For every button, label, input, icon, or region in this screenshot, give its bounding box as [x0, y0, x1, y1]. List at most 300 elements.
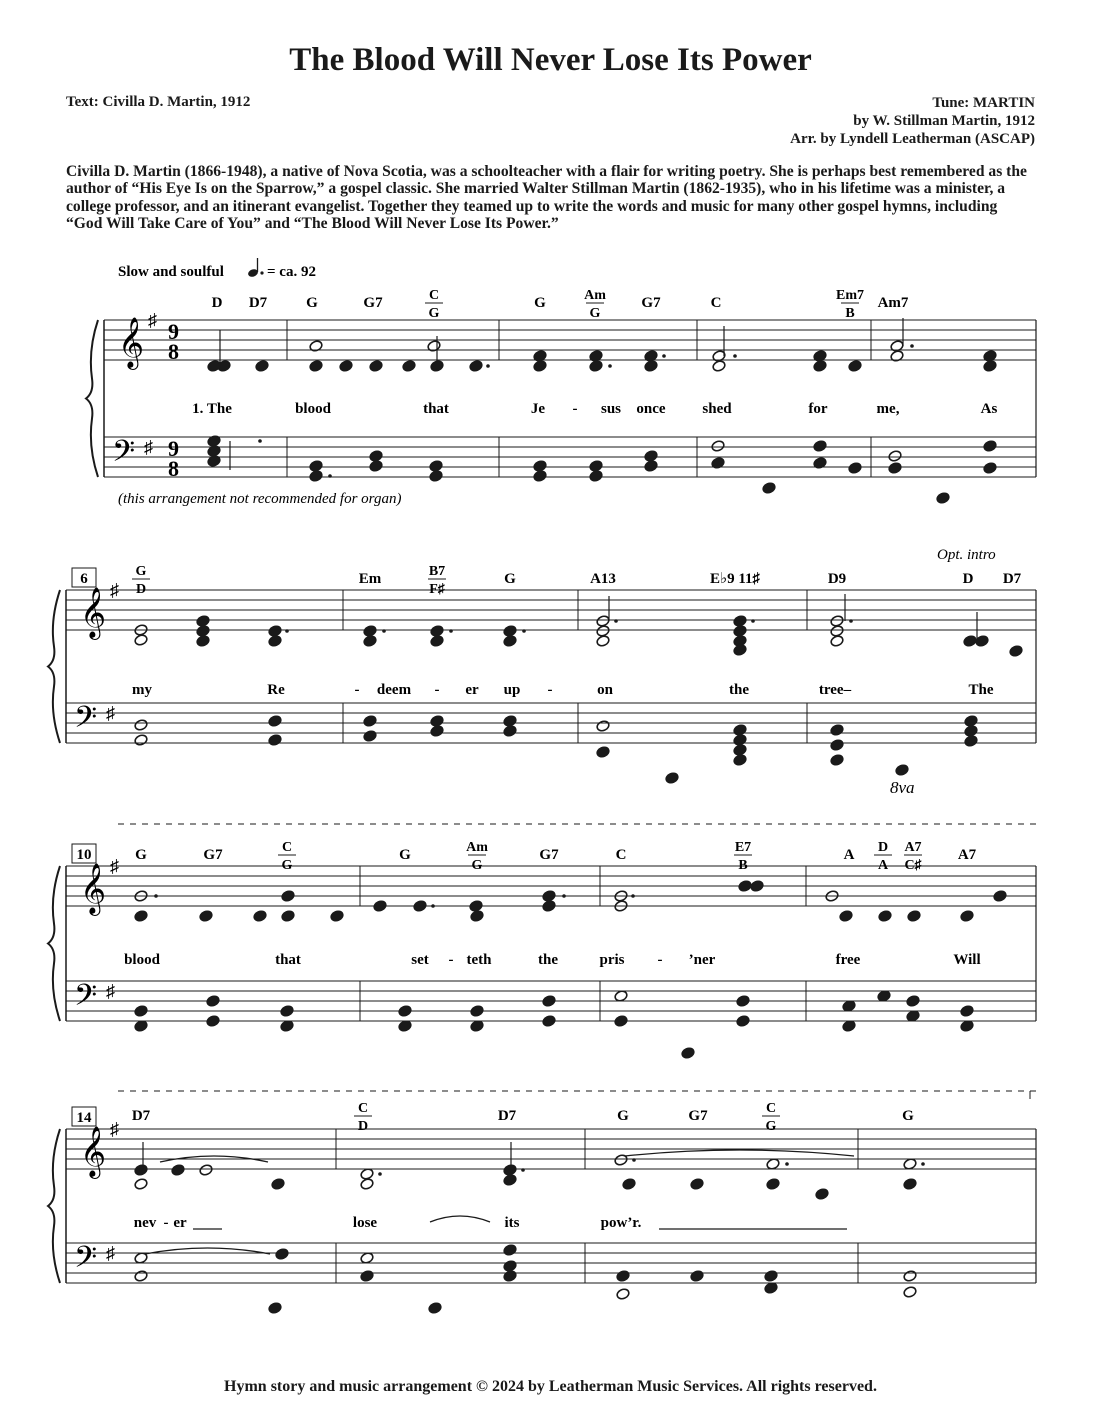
chord-symbol	[902, 1108, 914, 1124]
chord-bass: G	[281, 858, 293, 873]
notehead	[596, 720, 610, 733]
lyric-syllable: its	[504, 1215, 520, 1231]
notehead	[813, 360, 827, 373]
notehead	[964, 725, 978, 738]
notehead	[503, 725, 517, 738]
brace	[48, 1129, 60, 1283]
notehead	[309, 460, 323, 473]
dot	[631, 894, 635, 898]
chord-symbol	[504, 571, 516, 587]
time-signature-top: 9	[168, 319, 179, 344]
treble-clef-icon: 𝄞	[80, 864, 107, 913]
chord-symbol	[590, 571, 616, 587]
notehead	[589, 360, 603, 373]
lyric-syllable: -	[354, 682, 360, 698]
lyric-syllable: sus	[600, 401, 622, 417]
notehead	[330, 910, 344, 923]
notehead	[766, 1178, 780, 1191]
lyric-syllable: the	[538, 952, 558, 968]
chord-symbol	[466, 840, 488, 873]
lyric-syllable: Je	[530, 401, 546, 417]
chord-label: C	[615, 847, 627, 863]
chord-label: G	[135, 847, 147, 863]
notehead	[711, 440, 725, 453]
notehead	[848, 360, 862, 373]
notehead	[428, 1302, 442, 1315]
lyric-syllable: blood	[295, 401, 331, 417]
lyric-syllable: Will	[953, 952, 981, 968]
dot	[662, 354, 666, 358]
lyric-syllable: that	[275, 952, 301, 968]
notehead	[369, 360, 383, 373]
notehead	[888, 450, 902, 463]
chord-symbol	[132, 1108, 151, 1124]
lyric-syllable: once	[636, 401, 666, 417]
chord-symbol	[132, 564, 150, 597]
notehead	[280, 1020, 294, 1033]
notehead	[470, 910, 484, 923]
chord-bass: D	[357, 1119, 369, 1134]
chord-numerator: Em7	[836, 288, 864, 303]
hymn-story: Civilla D. Martin (1866-1948), a native of Nova Scotia, was a schoolteacher with a flair for writing poetry. She is perhaps best remembered as the author of “His Eye Is on the Sparrow,” a gospel classic. She married Walter Stillman Martin (1862-1935), who in his lifetime was a minister, a college professor, and an itinerant evangelist. Together they teamed up to write the words and music for many other gospel hymns, including “God Will Take Care of You” and “The Blood Will Never Lose Its Power.”	[66, 163, 1027, 232]
notehead	[616, 1288, 630, 1301]
notehead	[255, 360, 269, 373]
chord-label: G	[306, 295, 318, 311]
lyric-syllable: -	[547, 682, 553, 698]
lyric-syllable: pris	[599, 952, 625, 968]
chord-symbol	[399, 847, 411, 863]
lyric-syllable: The	[968, 682, 994, 698]
notehead	[733, 615, 747, 628]
notehead	[830, 754, 844, 767]
chord-numerator: D	[877, 840, 889, 855]
treble-clef-icon: 𝄞	[118, 318, 145, 367]
notehead	[503, 1164, 517, 1177]
chord-symbol	[828, 571, 846, 587]
dot	[849, 619, 853, 623]
notehead	[429, 470, 443, 483]
tempo-value: = ca. 92	[267, 264, 316, 280]
lyric-syllable: -	[448, 952, 454, 968]
dot	[632, 1158, 636, 1162]
notehead	[750, 880, 764, 893]
notehead	[815, 1188, 829, 1201]
notehead	[134, 634, 148, 647]
notehead	[503, 625, 517, 638]
chord-symbol	[874, 840, 892, 873]
chord-label: G	[504, 571, 516, 587]
lyric-syllable: me,	[876, 401, 900, 417]
notehead	[309, 470, 323, 483]
bass-clef-icon: 𝄢	[74, 979, 98, 1019]
notehead	[839, 910, 853, 923]
tempo-note-icon	[247, 258, 264, 278]
chord-label: D7	[1002, 571, 1022, 587]
notehead	[877, 990, 891, 1003]
organ-note: (this arrangement not recommended for organ)	[118, 491, 402, 507]
chord-symbol	[844, 847, 855, 863]
notehead	[430, 725, 444, 738]
chord-symbol	[904, 840, 923, 873]
notehead	[733, 754, 747, 767]
notehead	[503, 635, 517, 648]
notehead	[665, 772, 679, 785]
chord-bass: C♯	[904, 858, 922, 873]
notehead	[533, 470, 547, 483]
time-signature-top: 9	[168, 436, 179, 461]
notehead	[733, 644, 747, 657]
lyric-syllable: er	[173, 1215, 187, 1231]
lyric-syllable: -	[572, 401, 578, 417]
chord-label: G7	[539, 847, 559, 863]
key-signature-sharp: ♯	[106, 703, 115, 723]
measure-number: 10	[76, 847, 92, 863]
notehead	[268, 635, 282, 648]
chord-label: G	[399, 847, 411, 863]
notehead	[206, 995, 220, 1008]
notehead	[589, 470, 603, 483]
notehead	[503, 1260, 517, 1273]
notehead	[469, 360, 483, 373]
notehead	[430, 635, 444, 648]
lyric-syllable: shed	[702, 401, 732, 417]
ottava-mark: 8va	[890, 778, 915, 797]
chord-symbol	[584, 288, 606, 321]
chord-symbol	[963, 571, 974, 587]
notehead	[373, 900, 387, 913]
chord-symbol	[212, 295, 223, 311]
notehead	[690, 1178, 704, 1191]
notehead	[134, 1164, 148, 1177]
lyric-syllable: Re	[267, 682, 285, 698]
notehead	[413, 900, 427, 913]
notehead	[963, 635, 977, 648]
notehead	[733, 724, 747, 737]
notehead	[134, 910, 148, 923]
chord-label: Am7	[877, 295, 909, 311]
notehead	[614, 990, 628, 1003]
notehead	[960, 1020, 974, 1033]
notehead	[196, 635, 210, 648]
notehead	[764, 1282, 778, 1295]
chord-label: G	[617, 1108, 629, 1124]
dot	[521, 1168, 525, 1172]
measure-number: 14	[76, 1110, 92, 1126]
notehead	[196, 625, 210, 638]
notehead	[369, 450, 383, 463]
chord-label: D7	[131, 1108, 151, 1124]
notehead	[830, 739, 844, 752]
lyric-syllable: -	[657, 952, 663, 968]
dot	[285, 629, 289, 633]
key-signature-sharp: ♯	[110, 1119, 119, 1139]
notehead	[903, 1158, 917, 1171]
chord-symbol	[958, 847, 977, 863]
lyric-syllable: on	[597, 682, 613, 698]
chord-symbol	[539, 847, 559, 863]
chord-symbol	[641, 295, 661, 311]
chord-bass: D	[135, 582, 147, 597]
notehead	[134, 734, 148, 747]
notehead	[960, 910, 974, 923]
lyric-syllable: that	[423, 401, 449, 417]
time-signature-bottom: 8	[168, 456, 179, 481]
dot	[751, 619, 755, 623]
dot	[614, 619, 618, 623]
notehead	[542, 900, 556, 913]
chord-label: D	[211, 295, 223, 311]
chord-label: G7	[641, 295, 661, 311]
chord-symbol	[616, 847, 627, 863]
notehead	[596, 746, 610, 759]
notehead	[533, 360, 547, 373]
chord-symbol	[836, 288, 864, 321]
notehead	[542, 890, 556, 903]
dot	[378, 1172, 382, 1176]
notehead	[733, 734, 747, 747]
tie	[430, 1216, 490, 1222]
notehead	[644, 460, 658, 473]
key-signature-sharp: ♯	[110, 856, 119, 876]
notehead	[644, 360, 658, 373]
dot	[562, 894, 566, 898]
key-signature-sharp: ♯	[144, 437, 153, 457]
notehead	[936, 492, 950, 505]
chord-label: G7	[203, 847, 223, 863]
chord-label: C	[710, 295, 722, 311]
notehead	[271, 1178, 285, 1191]
dot	[608, 364, 612, 368]
lyric-syllable: lose	[352, 1215, 378, 1231]
chord-symbol	[278, 840, 296, 873]
chord-numerator: E7	[734, 840, 752, 855]
notehead	[964, 735, 978, 748]
chord-bass: A	[877, 858, 889, 873]
notehead	[275, 1248, 289, 1261]
chord-bass: F♯	[429, 582, 445, 597]
notehead	[733, 744, 747, 757]
notehead	[690, 1270, 704, 1283]
notehead	[281, 910, 295, 923]
notehead	[738, 880, 752, 893]
notehead	[199, 1164, 213, 1177]
page-title: The Blood Will Never Lose Its Power	[289, 42, 812, 78]
notehead	[470, 1005, 484, 1018]
brace	[48, 866, 60, 1021]
chord-symbol	[710, 571, 761, 587]
measure-number: 6	[80, 571, 88, 587]
lyric-syllable: -	[163, 1215, 169, 1231]
chord-bass: G	[428, 306, 440, 321]
notehead	[533, 460, 547, 473]
notehead	[268, 715, 282, 728]
notehead	[134, 1270, 148, 1283]
notehead	[134, 1005, 148, 1018]
notehead	[903, 1178, 917, 1191]
time-signature-bottom: 8	[168, 339, 179, 364]
lyric-syllable: pow’r.	[600, 1215, 642, 1231]
copyright: Hymn story and music arrangement © 2024 by Leatherman Music Services. All rights reserved.	[224, 1378, 877, 1395]
chord-symbol	[135, 847, 147, 863]
treble-clef-icon: 𝄞	[80, 588, 107, 637]
lyric-syllable: 1. The	[192, 401, 232, 417]
notehead	[360, 1252, 374, 1265]
opt-intro-label: Opt. intro	[937, 547, 996, 563]
notehead	[907, 910, 921, 923]
notehead	[469, 900, 483, 913]
notehead	[888, 462, 902, 475]
notehead	[217, 360, 231, 373]
notehead	[369, 460, 383, 473]
tie	[625, 1150, 854, 1156]
notehead	[398, 1005, 412, 1018]
chord-symbol	[425, 288, 443, 321]
chord-symbol	[534, 295, 546, 311]
chord-bass: G	[765, 1119, 777, 1134]
dot	[258, 439, 262, 443]
key-signature-sharp: ♯	[110, 580, 119, 600]
chord-label: A	[843, 847, 855, 863]
lyric-syllable: my	[132, 682, 152, 698]
dot	[382, 629, 386, 633]
treble-clef-icon: 𝄞	[80, 1127, 107, 1176]
brace	[48, 590, 60, 743]
notehead	[268, 1302, 282, 1315]
chord-label: G	[902, 1108, 914, 1124]
notehead	[622, 1178, 636, 1191]
notehead	[430, 625, 444, 638]
chord-symbol	[688, 1108, 708, 1124]
notehead	[363, 715, 377, 728]
chord-numerator: Am	[584, 288, 606, 303]
chord-symbol	[363, 295, 383, 311]
notehead	[542, 1015, 556, 1028]
notehead	[363, 730, 377, 743]
chord-label: A7	[957, 847, 977, 863]
key-signature-sharp: ♯	[106, 1243, 115, 1263]
chord-bass: G	[589, 306, 601, 321]
chord-numerator: A7	[904, 840, 922, 855]
notehead	[813, 440, 827, 453]
chord-numerator: Am	[466, 840, 488, 855]
key-signature-sharp: ♯	[106, 981, 115, 1001]
notehead	[360, 1178, 374, 1191]
lyric-syllable: -	[434, 682, 440, 698]
tune-line: by W. Stillman Martin, 1912	[853, 113, 1035, 129]
notehead	[830, 615, 844, 628]
lyric-syllable: blood	[124, 952, 160, 968]
lyric-syllable: ’ner	[688, 952, 716, 968]
dot	[733, 354, 737, 358]
lyric-syllable: deem	[376, 682, 412, 698]
notehead	[903, 1286, 917, 1299]
notehead	[616, 1270, 630, 1283]
notehead	[906, 995, 920, 1008]
notehead	[764, 1270, 778, 1283]
chord-symbol	[878, 295, 909, 311]
notehead	[681, 1047, 695, 1060]
notehead	[830, 625, 844, 638]
lyric-syllable: set	[411, 952, 429, 968]
dot	[921, 1162, 925, 1166]
notehead	[280, 1005, 294, 1018]
notehead	[360, 1270, 374, 1283]
lyric-syllable: tree–	[818, 682, 852, 698]
dot	[431, 904, 435, 908]
notehead	[360, 1168, 374, 1181]
chord-label: A13	[590, 571, 616, 587]
notehead	[983, 360, 997, 373]
notehead	[596, 615, 610, 628]
dot	[486, 364, 490, 368]
notehead	[134, 1178, 148, 1191]
notehead	[964, 715, 978, 728]
notehead	[589, 460, 603, 473]
notehead	[993, 890, 1007, 903]
brace	[86, 320, 98, 477]
chord-label: D	[962, 571, 974, 587]
chord-numerator: B7	[428, 564, 446, 579]
notehead	[398, 1020, 412, 1033]
notehead	[762, 482, 776, 495]
lyric-syllable: er	[465, 682, 479, 698]
chord-label: D7	[248, 295, 268, 311]
notehead	[733, 625, 747, 638]
chord-symbol	[306, 295, 318, 311]
lyric-syllable: up	[503, 682, 521, 698]
lyric-syllable: As	[980, 401, 998, 417]
notehead	[503, 1244, 517, 1257]
notehead	[983, 440, 997, 453]
dot	[785, 1162, 789, 1166]
notehead	[363, 635, 377, 648]
dot	[154, 894, 158, 898]
chord-symbol	[711, 295, 722, 311]
chord-bass: G	[471, 858, 483, 873]
bass-clef-icon: 𝄢	[74, 1241, 98, 1281]
notehead	[842, 1020, 856, 1033]
lyric-syllable: teth	[466, 952, 492, 968]
chord-symbol	[734, 840, 752, 873]
notehead	[895, 764, 909, 777]
lyric-syllable: for	[808, 401, 828, 417]
bass-clef-icon: 𝄢	[112, 435, 136, 475]
notehead	[878, 910, 892, 923]
dot	[449, 629, 453, 633]
chord-symbol	[617, 1108, 629, 1124]
notehead	[309, 360, 323, 373]
notehead	[199, 910, 213, 923]
notehead	[903, 1270, 917, 1283]
chord-label: G	[534, 295, 546, 311]
notehead	[281, 890, 295, 903]
notehead	[596, 635, 610, 648]
tune-line: Tune: MARTIN	[932, 95, 1035, 111]
chord-symbol	[428, 564, 446, 597]
notehead	[712, 360, 726, 373]
chord-symbol	[203, 847, 223, 863]
chord-bass: B	[738, 858, 748, 873]
key-signature-sharp: ♯	[148, 310, 157, 330]
chord-label: G7	[363, 295, 383, 311]
notehead	[268, 625, 282, 638]
notehead	[503, 1270, 517, 1283]
notehead	[736, 995, 750, 1008]
chord-numerator: G	[135, 564, 147, 579]
notehead	[402, 360, 416, 373]
notehead	[848, 462, 862, 475]
notehead	[503, 1174, 517, 1187]
